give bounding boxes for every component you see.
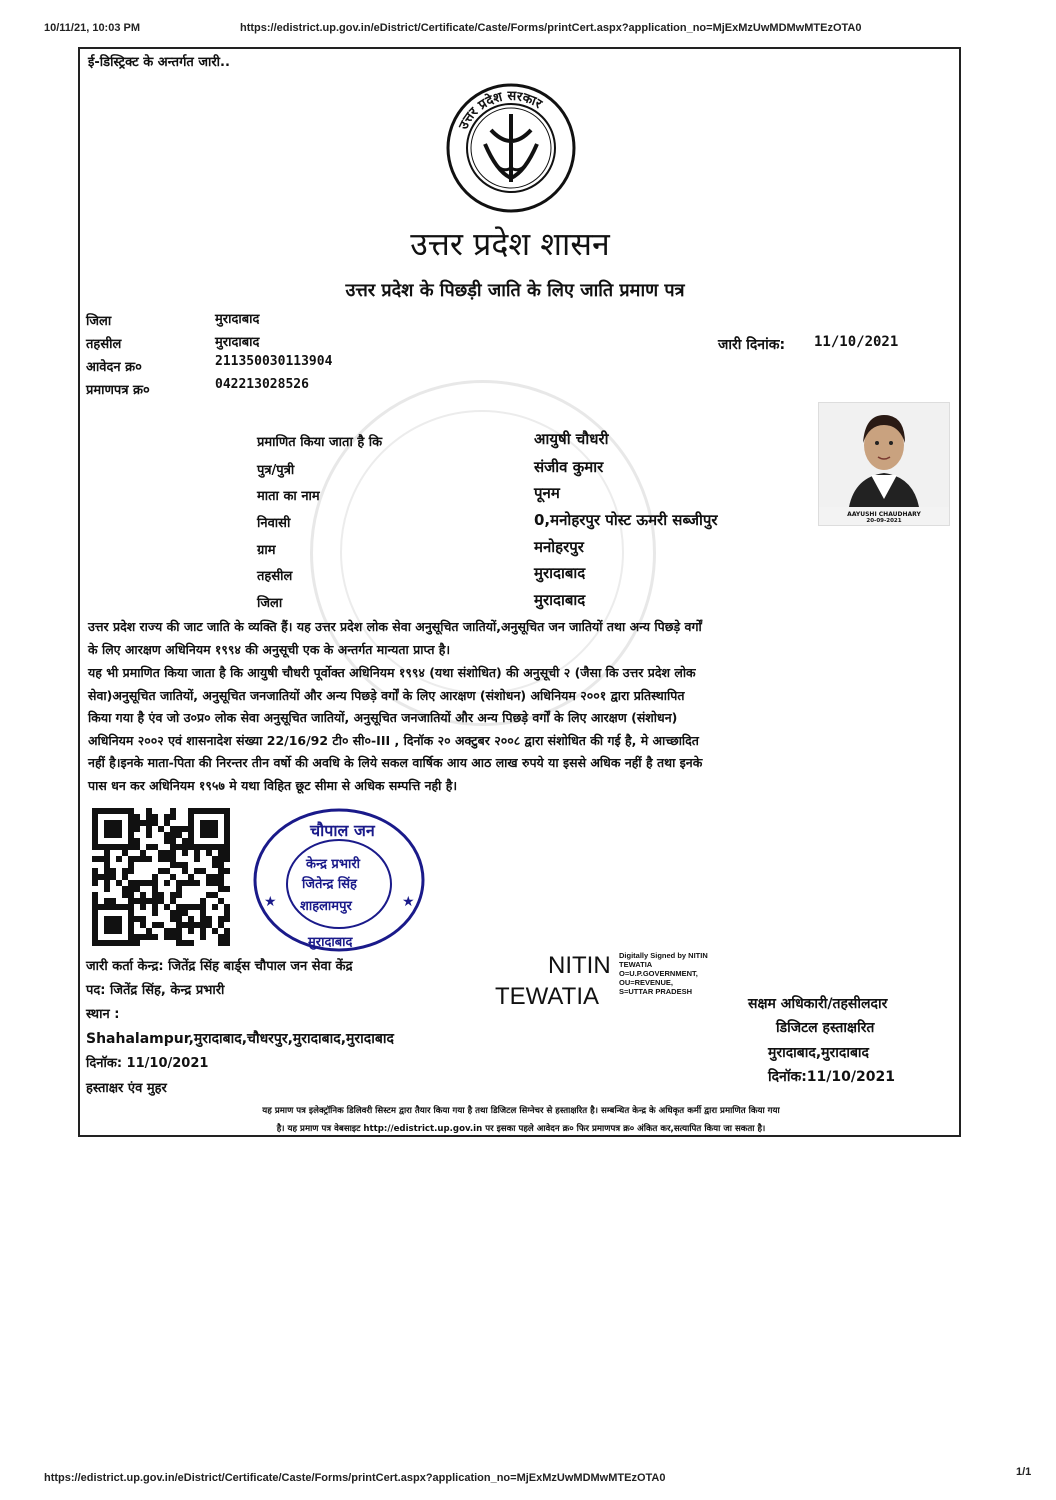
stamp-line: चौपाल जन [310,821,375,840]
footer-note-line: है। यह प्रमाण पत्र वेबसाइट http://edistrict.up.gov.in पर इसका पहले आवेदन क्र० फिर प्रमाणपत्र क्र० अंकित कर,सत्यापित किया जा सकता है। [276,1124,766,1134]
issuer-center: जारी कर्ता केन्द्र: जितेंद्र सिंह बार्ड्स चौपाल जन सेवा केंद्र [86,959,353,974]
authority-title: सक्षम अधिकारी/तहसीलदार [748,996,888,1012]
certificate-footer-note [86,1102,956,1138]
authority-place: मुरादाबाद,मुरादाबाद [768,1045,869,1061]
detail-label-mother: माता का नाम [257,489,320,504]
authority-date: दिनॉक:11/10/2021 [768,1069,895,1085]
detail-label-child-of: पुत्र/पुत्री [257,463,295,478]
meta-value-certificate-no: 042213028526 [215,377,309,392]
issuer-place-label: स्थान : [86,1007,120,1022]
digital-sign-name-2: TEWATIA [495,983,599,1010]
issuer-sign-label: हस्ताक्षर एंव मुहर [86,1081,167,1096]
meta-value-district: मुरादाबाद [215,312,260,327]
certificate-subtitle: उत्तर प्रदेश के पिछड़ी जाति के लिए जाति प्रमाण पत्र [345,280,685,301]
print-timestamp: 10/11/21, 10:03 PM [44,22,141,34]
para2-line: नहीं है।इनके माता-पिता की निरन्तर तीन वर्षो की अवधि के लिये सकल वार्षिक आय आठ लाख रुपये या इससे अधिक नहीं है तथा इनके [88,755,703,770]
emblem-text: उत्तर प्रदेश सरकार [456,88,545,133]
issued-under-label: ई-डिस्ट्रिक्ट के अन्तर्गत जारी.. [88,55,230,70]
up-government-emblem [445,82,577,214]
digital-sign-detail: OU=REVENUE, [619,978,673,987]
digital-sign-detail: Digitally Signed by NITIN [619,951,708,960]
photo-caption-date: 20-09-2021 [866,518,902,524]
para2-line: पास धन कर अधिनियम १९५७ मे यथा विहित छूट सीमा से अधिक सम्पत्ति नही है। [88,777,458,793]
meta-value-application-no: 211350030113904 [215,354,333,369]
detail-label-resident: निवासी [257,516,291,531]
detail-value-mother: पूनम [534,484,560,502]
digital-sign-detail: O=U.P.GOVERNMENT, [619,969,698,978]
digital-sign-detail: S=UTTAR PRADESH [619,987,692,996]
stamp-line: शाहलामपुर [300,899,352,914]
detail-label-district: जिला [257,596,283,611]
verification-qr-code [92,808,230,946]
service-center-stamp [250,806,428,954]
detail-value-name: आयुषी चौधरी [534,430,609,448]
detail-value-district: मुरादाबाद [534,591,586,609]
para1-line: के लिए आरक्षण अधिनियम १९९४ की अनुसूची एक के अन्तर्गत मान्यता प्राप्त है। [88,641,451,657]
svg-text:★: ★ [402,894,415,910]
authority-signed: डिजिटल हस्ताक्षरित [776,1020,875,1036]
digital-sign-name-1: NITIN [548,952,611,979]
eligibility-paragraph [88,662,952,797]
digital-sign-detail: TEWATIA [619,960,653,969]
applicant-photo [818,402,950,526]
issuer-post: पद: जितेंद्र सिंह, केन्द्र प्रभारी [86,983,225,998]
meta-value-tehsil: मुरादाबाद [215,335,260,350]
para2-line: यह भी प्रमाणित किया जाता है कि आयुषी चौधरी पूर्वोक्त अधिनियम १९९४ (यथा संशोधित) की अनुसूची २ (जैसा कि उत्तर प्रदेश लोक [88,665,696,680]
detail-value-village: मनोहरपुर [534,538,584,556]
svg-text:★: ★ [264,894,277,910]
stamp-line: जितेन्द्र सिंह [302,877,357,892]
photo-caption-name: AAYUSHI CHAUDHARY [847,511,921,518]
issuer-place: Shahalampur,मुरादाबाद,चौधरपुर,मुरादाबाद,मुरादाबाद [86,1031,394,1047]
footer-note-line: यह प्रमाण पत्र इलेक्ट्रॉनिक डिलिवरी सिस्टम द्वारा तैयार किया गया है तथा डिजिटल सिग्नेचर से हस्ताक्षरित है। सम्बन्धित केन्द्र के अधिकृत कर्मी द्वारा प्रमाणित किया गया [262,1106,780,1116]
stamp-line: मुरादाबाद [308,935,353,950]
para2-line: किया गया है एंव जो उ०प्र० लोक सेवा अनुसूचित जातियों, अनुसूचित जनजातियों और अन्य पिछड़े वर्गों के लिए आरक्षण (संशोधन) [88,710,678,725]
para2-line: अधिनियम २००२ एवं शासनादेश संख्या 22/16/92 टी० सी०-III , दिनॉक २० अक्टुबर २००८ द्वारा संशोधित की गई है, मे आच्छादित [88,732,699,748]
detail-value-father: संजीव कुमार [534,458,604,476]
issuer-date: दिनॉक: 11/10/2021 [86,1056,209,1071]
meta-label-district: जिला [86,314,112,329]
meta-label-tehsil: तहसील [86,337,122,352]
detail-value-tehsil: मुरादाबाद [534,564,586,582]
detail-label-certified: प्रमाणित किया जाता है कि [257,435,383,450]
para1-line: उत्तर प्रदेश राज्य की जाट जाति के व्यक्ति हैं। यह उत्तर प्रदेश लोक सेवा अनुसूचित जातियों,अनुसूचित जन जातियों तथा अन्य पिछड़े वर्गों [88,619,702,634]
digital-signature [495,950,750,1010]
detail-label-village: ग्राम [257,543,276,558]
certificate-title: उत्तर प्रदेश शासन [410,225,610,263]
issue-date-label: जारी दिनांक: [718,337,786,353]
print-footer-url[interactable]: https://edistrict.up.gov.in/eDistrict/Certificate/Caste/Forms/printCert.aspx?application_no=MjExMzUwMDMwMTEzOTA0 [44,1472,666,1484]
print-page-count: 1/1 [1016,1466,1032,1478]
stamp-line: केन्द्र प्रभारी [306,857,361,872]
print-url[interactable]: https://edistrict.up.gov.in/eDistrict/Certificate/Caste/Forms/printCert.aspx?application_no=MjExMzUwMDMwMTEzOTA0 [240,22,862,34]
detail-label-tehsil: तहसील [257,569,293,584]
issue-date-value: 11/10/2021 [814,334,899,350]
meta-label-certificate-no: प्रमाणपत्र क्र० [86,383,150,398]
para2-line: सेवा)अनुसूचित जातियों, अनुसूचित जनजातियों और अन्य पिछड़े वर्गों के लिए आरक्षण (संशोधन) अधिनियम २००१ द्वारा प्रतिस्थापित [88,687,685,703]
detail-value-address: 0,मनोहरपुर पोस्ट ऊमरी सब्जीपुर [534,511,718,529]
caste-statement-paragraph [88,616,952,661]
meta-label-application-no: आवेदन क्र० [86,360,142,375]
